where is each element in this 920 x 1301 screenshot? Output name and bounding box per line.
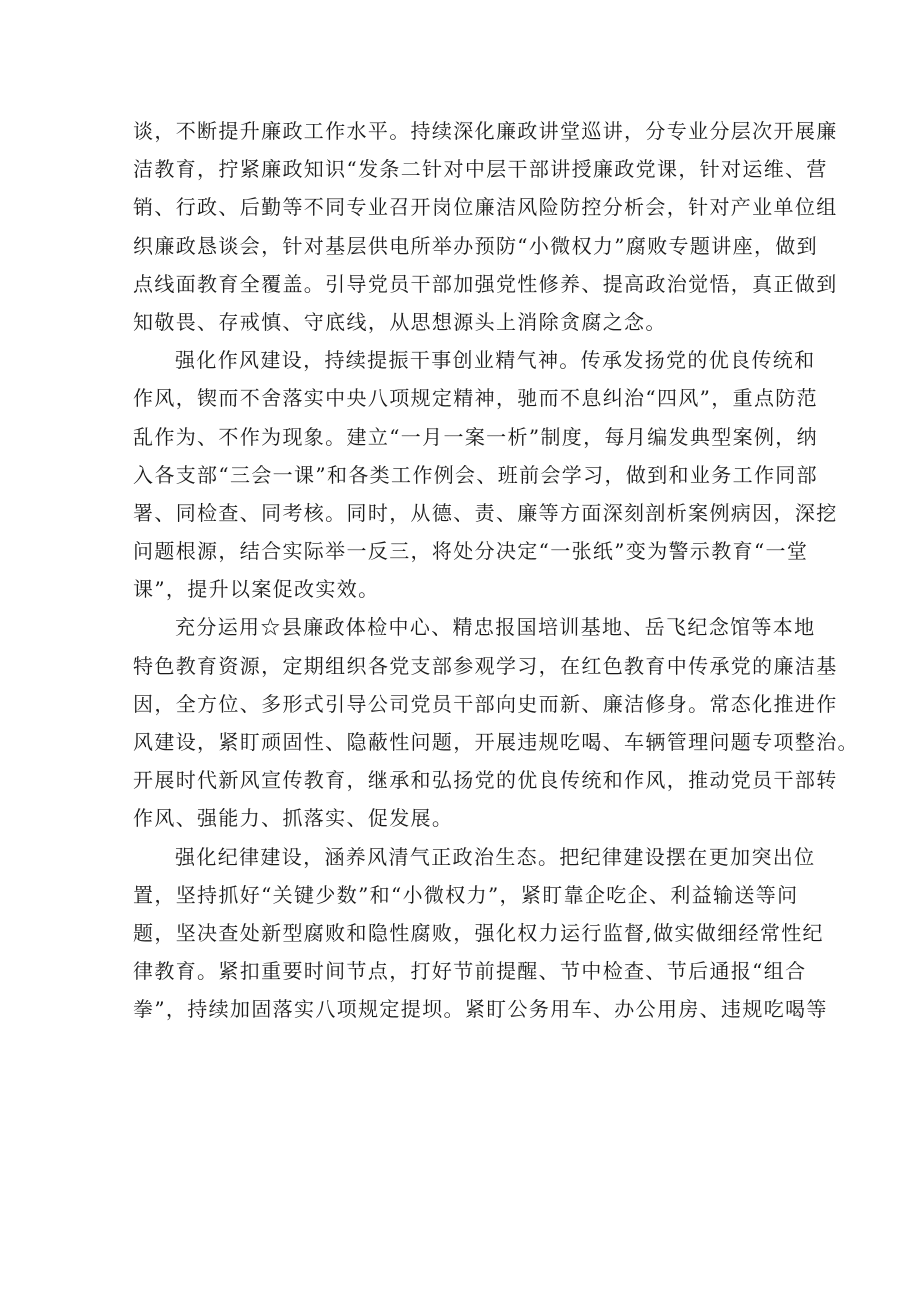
text-line: 乱作为、不作为现象。建立“一月一案一析”制度，每月编发典型案例，纳 <box>133 424 818 449</box>
text-line: 因，全方位、多形式引导公司党员干部向史而新、廉洁修身。常态化推进作 <box>133 691 838 716</box>
text-line: 入各支部“三会一课”和各类工作例会、班前会学习，做到和业务工作同部 <box>133 462 818 487</box>
text-line: 题，坚决查处新型腐败和隐性腐败，强化权力运行监督,做实做细经常性纪 <box>133 920 824 945</box>
text-line: 署、同检查、同考核。同时，从德、责、廉等方面深刻剖析案例病因，深挖 <box>133 500 838 525</box>
text-line: 销、行政、后勤等不同专业召开岗位廉洁风险防控分析会，针对产业单位组 <box>133 195 838 220</box>
text-line: 开展时代新风宣传教育，继承和弘扬党的优良传统和作风，推动党员干部转 <box>133 768 838 793</box>
text-line: 置，坚持抓好“关键少数”和“小微权力”，紧盯靠企吃企、利益输送等问 <box>133 882 799 907</box>
text-line: 风建设，紧盯顽固性、隐蔽性问题，开展违规吃喝、车辆管理问题专项整治。 <box>133 730 859 754</box>
text-line: 知敬畏、存戒慎、守底线，从思想源头上消除贪腐之念。 <box>133 309 667 334</box>
paragraph-first-line: 强化纪律建设，涵养风清气正政治生态。把纪律建设摆在更加突出位 <box>175 844 816 869</box>
text-line: 洁教育，拧紧廉政知识“发条二针对中层干部讲授廉政党课，针对运维、营 <box>133 157 828 182</box>
text-line: 特色教育资源，定期组织各党支部参观学习，在红色教育中传承党的廉洁基 <box>133 653 838 678</box>
text-line: 作风，锲而不舍落实中央八项规定精神，驰而不息纠治“四风”，重点防范 <box>133 386 818 411</box>
text-line: 课”，提升以案促改实效。 <box>133 577 380 602</box>
paragraph-first-line: 强化作风建设，持续提振干事创业精气神。传承发扬党的优良传统和 <box>175 348 816 373</box>
text-line: 问题根源，结合实际举一反三，将处分决定“一张纸”变为警示教育“一堂 <box>133 539 809 564</box>
paragraph-first-line: 充分运用☆县廉政体检中心、精忠报国培训基地、岳飞纪念馆等本地 <box>175 615 816 640</box>
document-body <box>133 112 859 1029</box>
text-line: 织廉政恳谈会，针对基层供电所举办预防“小微权力”腐败专题讲座，做到 <box>133 233 818 258</box>
text-line: 谈，不断提升廉政工作水平。持续深化廉政讲堂巡讲，分专业分层次开展廉 <box>133 119 838 143</box>
text-line: 点线面教育全覆盖。引导党员干部加强党性修养、提高政治觉悟，真正做到 <box>133 271 838 296</box>
text-line: 律教育。紧扣重要时间节点，打好节前提醒、节中检查、节后通报“组合 <box>133 959 807 984</box>
text-line: 作风、强能力、抓落实、促发展。 <box>133 806 454 831</box>
text-line: 拳”，持续加固落实八项规定提坝。紧盯公务用车、办公用房、违规吃喝等 <box>133 997 828 1022</box>
